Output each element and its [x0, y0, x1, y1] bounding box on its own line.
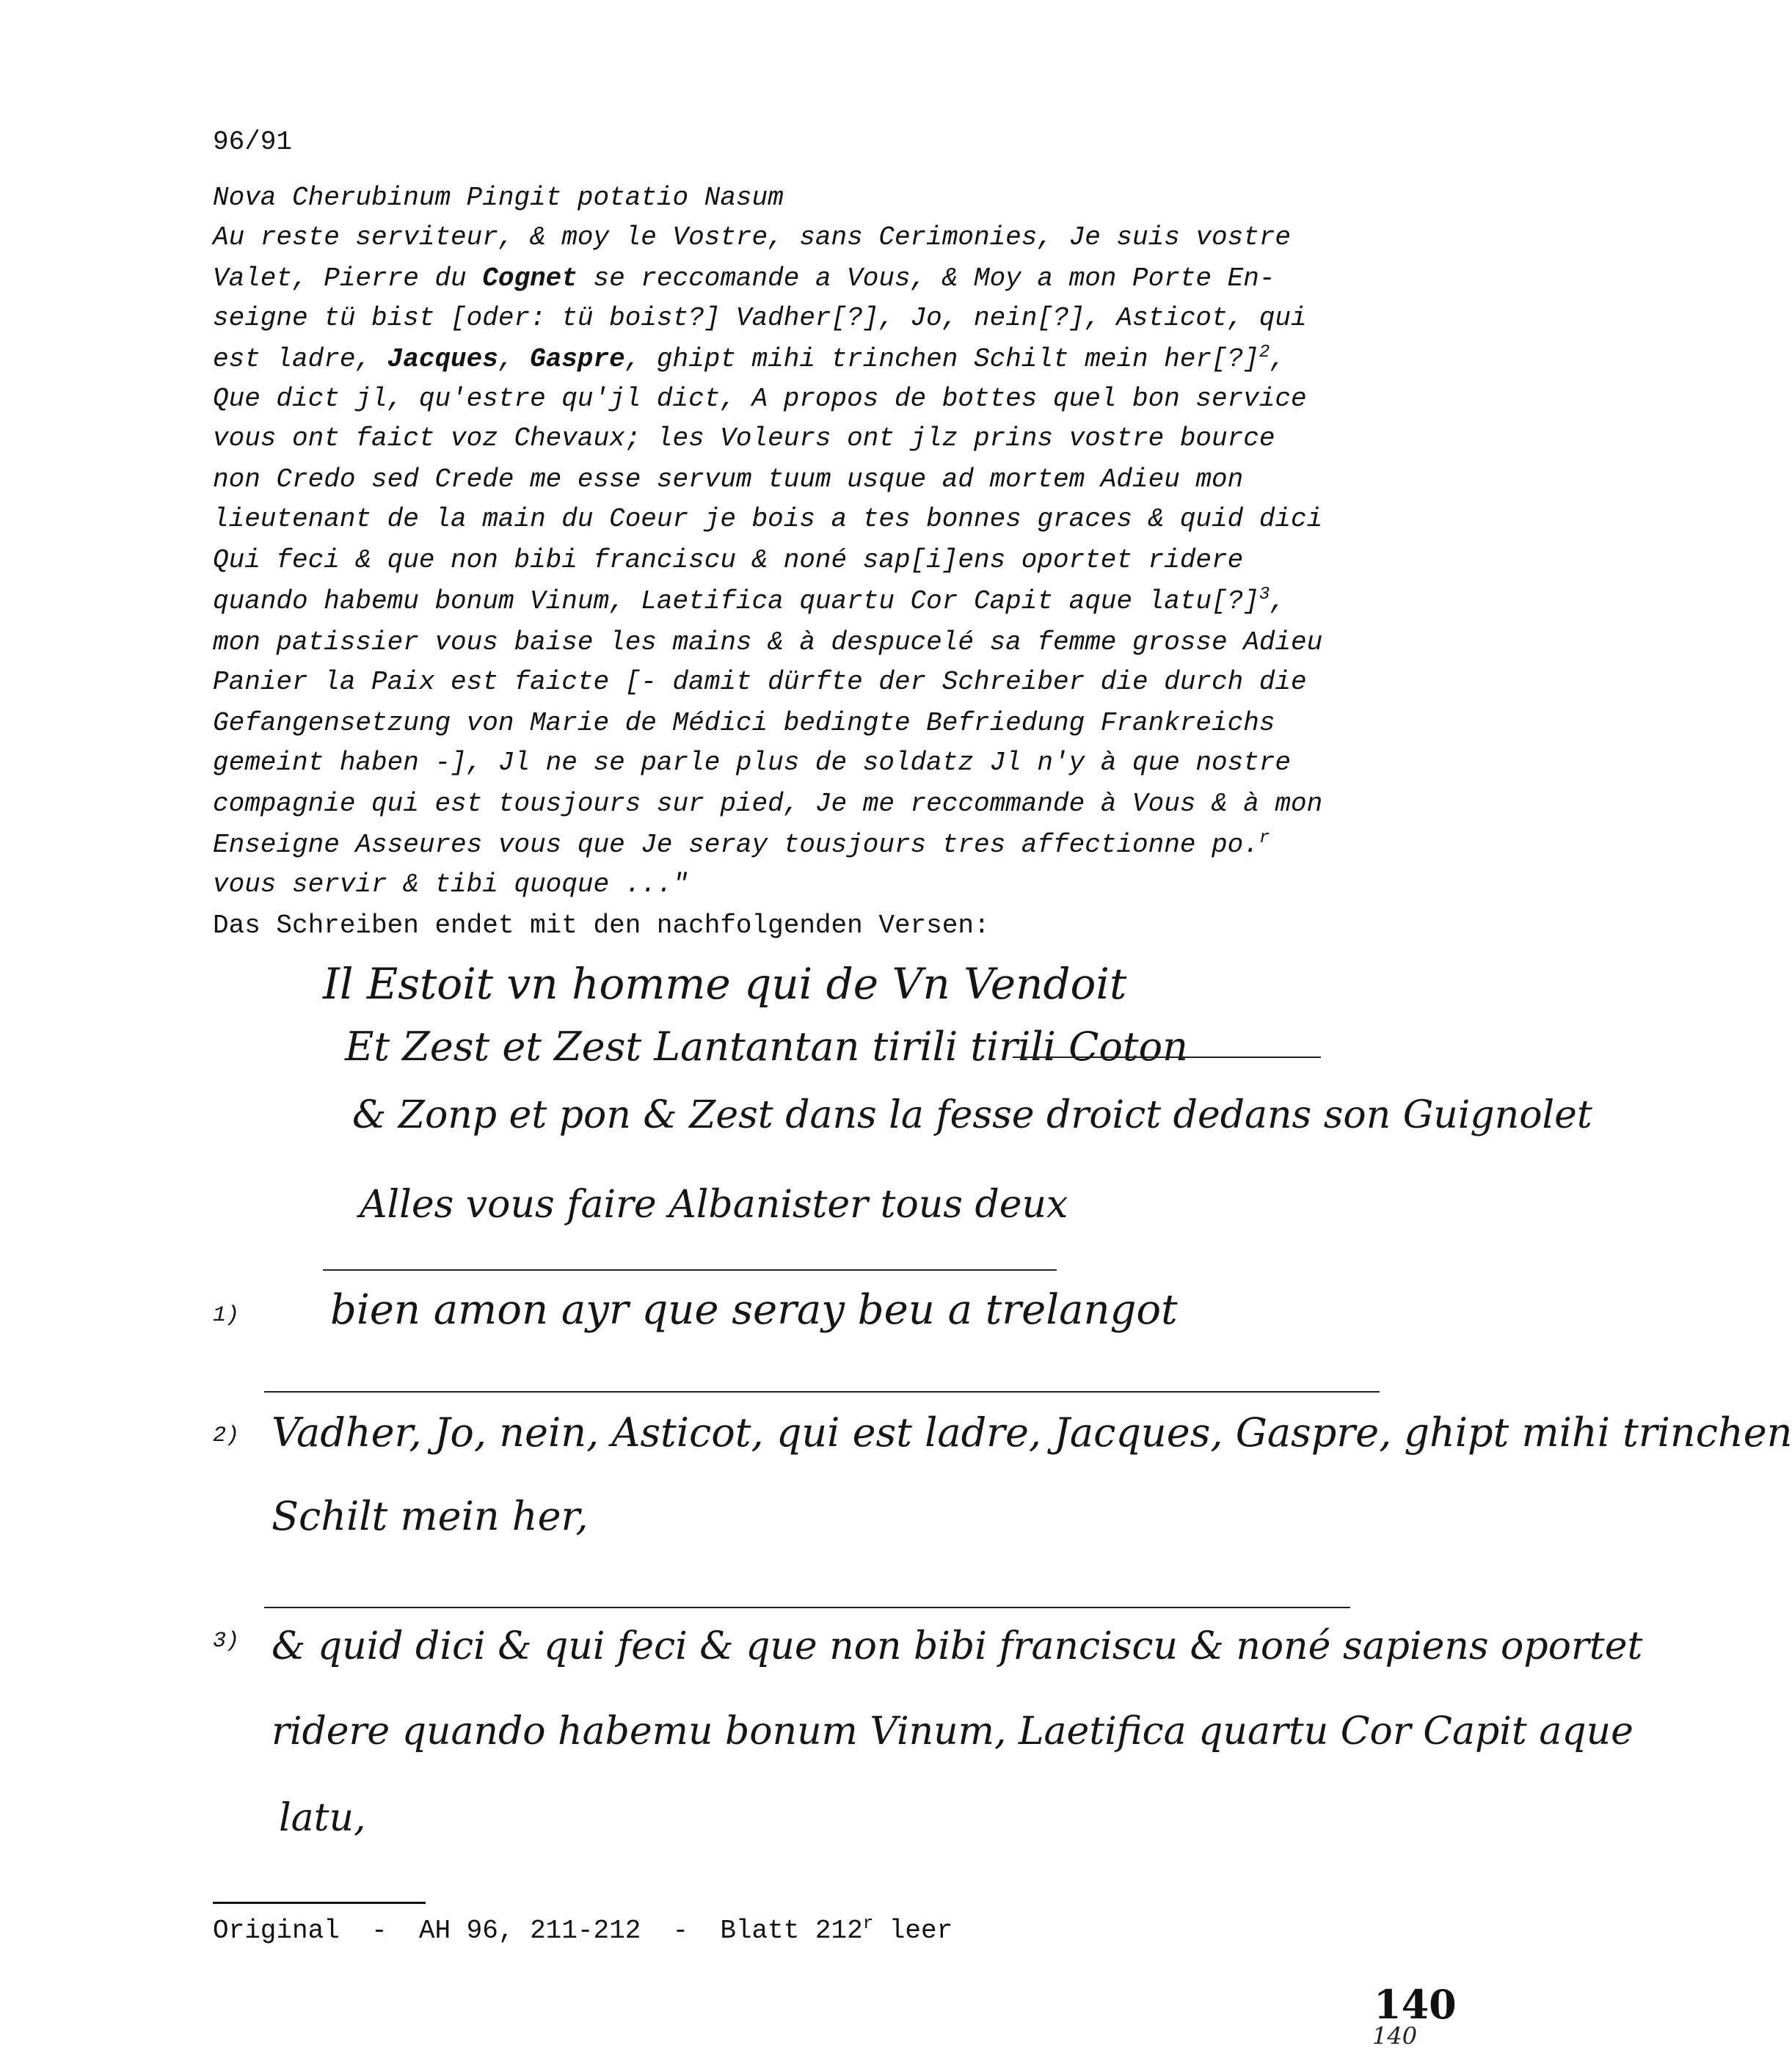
footnote-1-line-1: bien amon ayr que seray beu a trelangot: [330, 1286, 1178, 1334]
letter-line-9: Qui feci & que non bibi franciscu & noné sap[i]ens oportet ridere: [213, 545, 1244, 575]
verse-line-4: Alles vous faire Albanister tous deux: [360, 1183, 1068, 1227]
name-cognet: Cognet: [482, 263, 578, 293]
letter-line-16: Enseigne Asseures vous que Je seray tousjours tres affectionne po.$^r$: [213, 828, 1270, 860]
footnote-2-line-2: Schilt mein her,: [272, 1493, 589, 1539]
verse-line-3: & Zonp et pon & Zest dans la fesse droict dedans son Guignolet: [352, 1093, 1592, 1137]
footnote-ref-3: 3: [1259, 585, 1270, 605]
verse-line-2: Et Zest et Zest Lantantan tirili tirili Coton: [345, 1023, 1188, 1070]
footnote-3-line-1: & quid dici & qui feci & que non bibi franciscu & noné sapiens oportet: [272, 1624, 1643, 1668]
footnote-3-frame-top: [264, 1607, 1350, 1608]
letter-line-4: est ladre, Jacques, Gaspre, ghipt mihi trinchen Schilt mein her[?]$^2$,: [213, 343, 1286, 374]
letter-line-10: quando habemu bonum Vinum, Laetifica quartu Cor Capit aque latu[?]$^3$,: [213, 585, 1286, 616]
letter-line-13: Gefangensetzung von Marie de Médici bedingte Befriedung Frankreichs: [213, 708, 1275, 738]
footnote-2-frame-top: [264, 1391, 1380, 1393]
verse-line-2-stroke: [1013, 1057, 1321, 1058]
footnote-1-frame-top: [323, 1269, 1057, 1271]
letter-line-2: Valet, Pierre du Cognet se reccomande a Vous, & Moy a mon Porte En-: [213, 263, 1275, 293]
footnote-3-line-3: latu,: [279, 1796, 366, 1840]
letter-line-11: mon patissier vous baise les mains & à despucelé sa femme grosse Adieu: [213, 627, 1323, 657]
archive-page-number: 140: [1374, 1981, 1457, 2028]
footnote-ref-2: 2: [1259, 343, 1270, 362]
letter-line-17: vous servir & tibi quoque ...": [213, 869, 689, 900]
letter-line-8: lieutenant de la main du Coeur je bois a tes bonnes graces & quid dici: [213, 504, 1323, 534]
superscript-r: r: [1259, 828, 1270, 848]
archive-page-number-secondary: 140: [1372, 2022, 1418, 2050]
page-reference: 96/91: [213, 127, 293, 157]
footnote-rule: [213, 1902, 426, 1904]
footnote-mark-3: 3): [213, 1629, 240, 1654]
name-jacques: Jacques: [387, 344, 498, 374]
letter-line-6: vous ont faict voz Chevaux; les Voleurs ont jlz prins vostre bource: [213, 423, 1275, 453]
letter-line-5: Que dict jl, qu'estre qu'jl dict, A propos de bottes quel bon service: [213, 384, 1307, 414]
footnote-mark-2: 2): [213, 1423, 240, 1448]
letter-line-15: compagnie qui est tousjours sur pied, Je me reccommande à Vous & à mon: [213, 789, 1323, 819]
letter-line-14: gemeint haben -], Jl ne se parle plus de soldatz Jl n'y à que nostre: [213, 748, 1292, 778]
source-note: Original - AH 96, 211-212 - Blatt 212$^r$ leer: [213, 1914, 953, 1946]
verse-line-1: Il Estoit vn homme qui de Vn Vendoit: [323, 959, 1127, 1009]
letter-line-7: non Credo sed Crede me esse servum tuum usque ad mortem Adieu mon: [213, 464, 1244, 495]
motto-line: Nova Cherubinum Pingit potatio Nasum: [213, 183, 784, 213]
letter-line-1: Au reste serviteur, & moy le Vostre, sans Cerimonies, Je suis vostre: [213, 222, 1292, 252]
footnote-3-line-2: ridere quando habemu bonum Vinum, Laetifica quartu Cor Capit aque: [272, 1709, 1633, 1754]
closing-line: Das Schreiben endet mit den nachfolgenden Versen:: [213, 911, 990, 941]
letter-line-3: seigne tü bist [oder: tü boist?] Vadher[?], Jo, nein[?], Asticot, qui: [213, 303, 1307, 333]
name-gaspre: Gaspre: [530, 344, 625, 374]
footnote-2-line-1: Vadher, Jo, nein, Asticot, qui est ladre, Jacques, Gaspre, ghipt mihi trinchen: [272, 1409, 1792, 1456]
letter-line-12: Panier la Paix est faicte [- damit dürfte der Schreiber die durch die: [213, 667, 1307, 697]
footnote-mark-1: 1): [213, 1303, 240, 1328]
